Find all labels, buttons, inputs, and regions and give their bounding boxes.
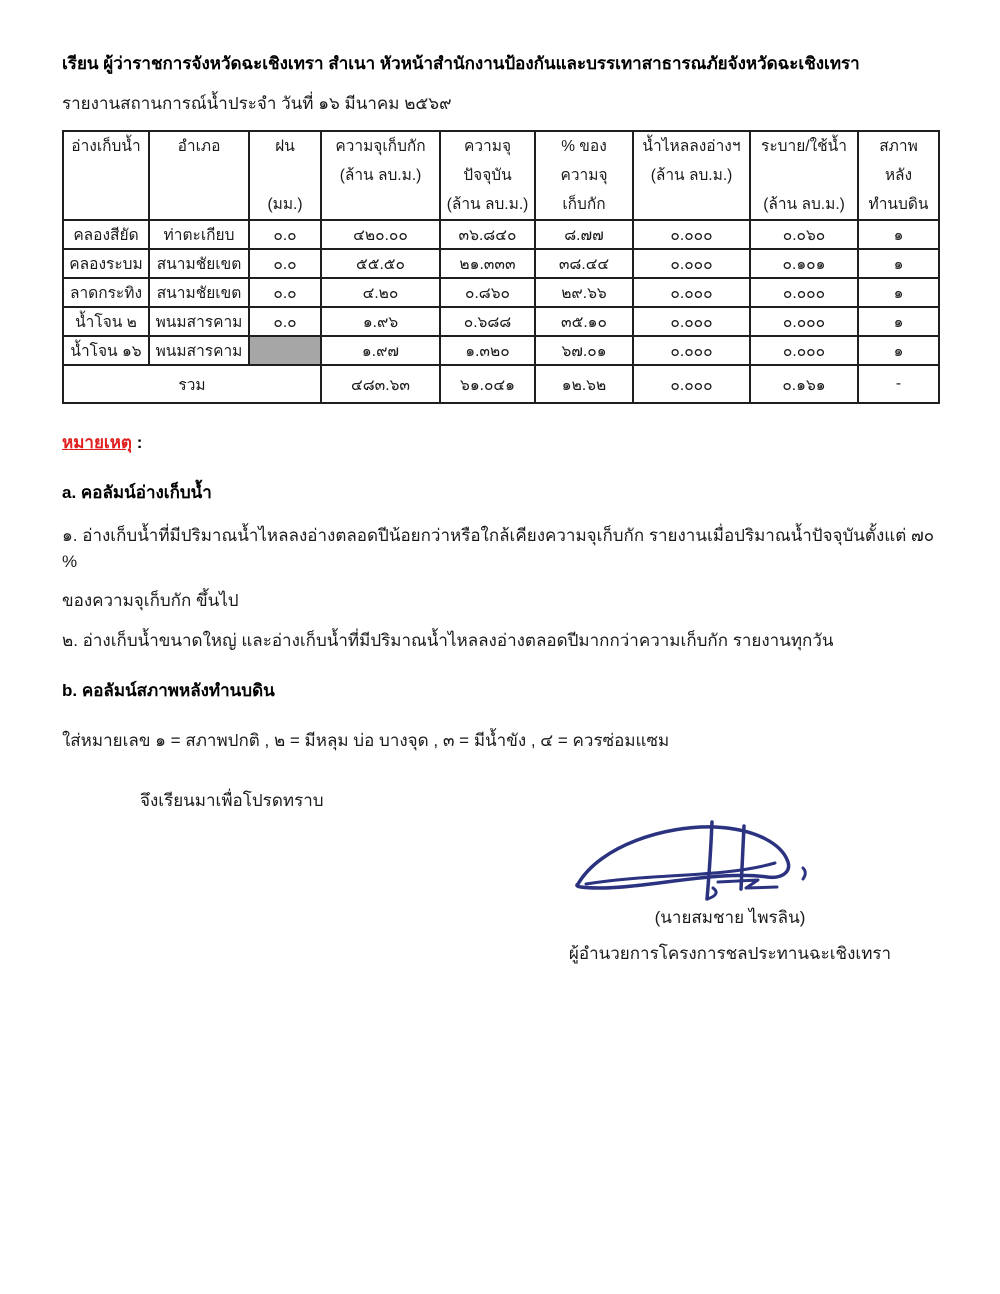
total-label-cell: รวม <box>63 365 321 403</box>
capacity-cell: ๔๒๐.๐๐ <box>321 220 440 249</box>
current-volume-cell: ๐.๘๖๐ <box>440 278 535 307</box>
table-row <box>63 220 939 249</box>
condition-cell: ๑ <box>858 278 939 307</box>
reservoir-status-table <box>62 130 940 404</box>
notes-heading <box>62 429 938 456</box>
current-volume-cell: ๑.๓๒๐ <box>440 336 535 365</box>
capacity-cell: ๑.๙๗ <box>321 336 440 365</box>
table-row <box>63 336 939 365</box>
note-a2: ๒. อ่างเก็บน้ำขนาดใหญ่ และอ่างเก็บน้ำที่มีปริมาณน้ำไหลลงอ่างตลอดปีมากกว่าความเก็บกัก รายงานทุกวัน <box>62 630 834 650</box>
col-header-current-volume: ความจุ ปัจจุบัน (ล้าน ลบ.ม.) <box>440 131 535 220</box>
notes-heading-red-text: หมายเหตุ <box>62 433 132 453</box>
current-volume-cell: ๒๑.๓๓๓ <box>440 249 535 278</box>
rain-cell: ๐.๐ <box>249 307 321 336</box>
col-header-storage-capacity: ความจุเก็บกัก (ล้าน ลบ.ม.) <box>321 131 440 220</box>
district-cell: ท่าตะเกียบ <box>149 220 249 249</box>
percent-cell: ๒๙.๖๖ <box>535 278 633 307</box>
table-row <box>63 307 939 336</box>
col-header-percent-capacity: % ของ ความจุ เก็บกัก <box>535 131 633 220</box>
col-header-dam-condition: สภาพ หลัง ทำนบดิน <box>858 131 939 220</box>
col-header-inflow: น้ำไหลลงอ่างฯ (ล้าน ลบ.ม.) <box>633 131 750 220</box>
discharge-cell: ๐.๐๖๐ <box>750 220 858 249</box>
table-row <box>63 249 939 278</box>
current-volume-cell: ๐.๖๘๘ <box>440 307 535 336</box>
inflow-cell: ๐.๐๐๐ <box>633 336 750 365</box>
table-total-row <box>63 365 939 403</box>
reservoir-name-cell: น้ำโจน ๑๖ <box>63 336 149 365</box>
district-cell: พนมสารคาม <box>149 336 249 365</box>
district-cell: สนามชัยเขต <box>149 249 249 278</box>
rain-cell: ๐.๐ <box>249 220 321 249</box>
total-current-volume-cell: ๖๑.๐๔๑ <box>440 365 535 403</box>
signature-block <box>540 818 920 966</box>
percent-cell: ๓๕.๑๐ <box>535 307 633 336</box>
signatory-name: (นายสมชาย ไพรลิน) <box>654 908 806 927</box>
inflow-cell: ๐.๐๐๐ <box>633 220 750 249</box>
total-discharge-cell: ๐.๑๖๑ <box>750 365 858 403</box>
rain-cell: ๐.๐ <box>249 278 321 307</box>
district-cell: พนมสารคาม <box>149 307 249 336</box>
reservoir-name-cell: คลองระบม <box>63 249 149 278</box>
col-header-reservoir: อ่างเก็บน้ำ <box>63 131 149 220</box>
inflow-cell: ๐.๐๐๐ <box>633 307 750 336</box>
reservoir-name-cell: คลองสียัด <box>63 220 149 249</box>
note-section-a-title: a. คอลัมน์อ่างเก็บน้ำ <box>62 483 212 503</box>
note-a1-line1: ๑. อ่างเก็บน้ำที่มีปริมาณน้ำไหลลงอ่างตลอดปีน้อยกว่าหรือใกล้เคียงความจุเก็บกัก รายงานเมื่อปริมาณน้ำปัจจุบันตั้งแต่ ๗๐ % <box>62 525 935 572</box>
note-b: ใส่หมายเลข ๑ = สภาพปกติ , ๒ = มีหลุม บ่อ บางจุด , ๓ = มีน้ำขัง , ๔ = ควรซ่อมแซม <box>62 730 670 750</box>
reservoir-name-cell: น้ำโจน ๒ <box>63 307 149 336</box>
discharge-cell: ๐.๐๐๐ <box>750 307 858 336</box>
percent-cell: ๘.๗๗ <box>535 220 633 249</box>
table-header-row <box>63 131 939 220</box>
capacity-cell: ๑.๙๖ <box>321 307 440 336</box>
inflow-cell: ๐.๐๐๐ <box>633 249 750 278</box>
salutation-line: เรียน ผู้ว่าราชการจังหวัดฉะเชิงเทรา สำเนา หัวหน้าสำนักงานป้องกันและบรรเทาสาธารณภัยจังหวัดฉะเชิงเทรา <box>62 54 860 73</box>
capacity-cell: ๕๕.๕๐ <box>321 249 440 278</box>
total-percent-cell: ๑๒.๖๒ <box>535 365 633 403</box>
condition-cell: ๑ <box>858 249 939 278</box>
table-row <box>63 278 939 307</box>
total-capacity-cell: ๔๘๓.๖๓ <box>321 365 440 403</box>
rain-cell: ๐.๐ <box>249 249 321 278</box>
percent-cell: ๓๘.๔๔ <box>535 249 633 278</box>
discharge-cell: ๐.๐๐๐ <box>750 336 858 365</box>
col-header-district: อำเภอ <box>149 131 249 220</box>
condition-cell: ๑ <box>858 307 939 336</box>
inflow-cell: ๐.๐๐๐ <box>633 278 750 307</box>
condition-cell: ๑ <box>858 336 939 365</box>
note-a1-line2: ของความจุเก็บกัก ขึ้นไป <box>62 591 239 611</box>
handwritten-signature <box>560 818 900 906</box>
rain-cell-empty-gray <box>249 336 321 365</box>
discharge-cell: ๐.๐๐๐ <box>750 278 858 307</box>
percent-cell: ๖๗.๐๑ <box>535 336 633 365</box>
closing-line: จึงเรียนมาเพื่อโปรดทราบ <box>140 791 324 810</box>
total-inflow-cell: ๐.๐๐๐ <box>633 365 750 403</box>
current-volume-cell: ๓๖.๘๔๐ <box>440 220 535 249</box>
note-section-b-title: b. คอลัมน์สภาพหลังทำนบดิน <box>62 681 275 701</box>
discharge-cell: ๐.๑๐๑ <box>750 249 858 278</box>
capacity-cell: ๔.๒๐ <box>321 278 440 307</box>
total-condition-cell: - <box>858 365 939 403</box>
col-header-rain: ฝน (มม.) <box>249 131 321 220</box>
district-cell: สนามชัยเขต <box>149 278 249 307</box>
condition-cell: ๑ <box>858 220 939 249</box>
signatory-title: ผู้อำนวยการโครงการชลประทานฉะเชิงเทรา <box>568 943 892 963</box>
reservoir-name-cell: ลาดกระทิง <box>63 278 149 307</box>
notes-heading-colon: : <box>131 433 143 453</box>
col-header-discharge: ระบาย/ใช้น้ำ (ล้าน ลบ.ม.) <box>750 131 858 220</box>
report-date-line: รายงานสถานการณ์น้ำประจำ วันที่ ๑๖ มีนาคม ๒๕๖๙ <box>62 93 452 113</box>
